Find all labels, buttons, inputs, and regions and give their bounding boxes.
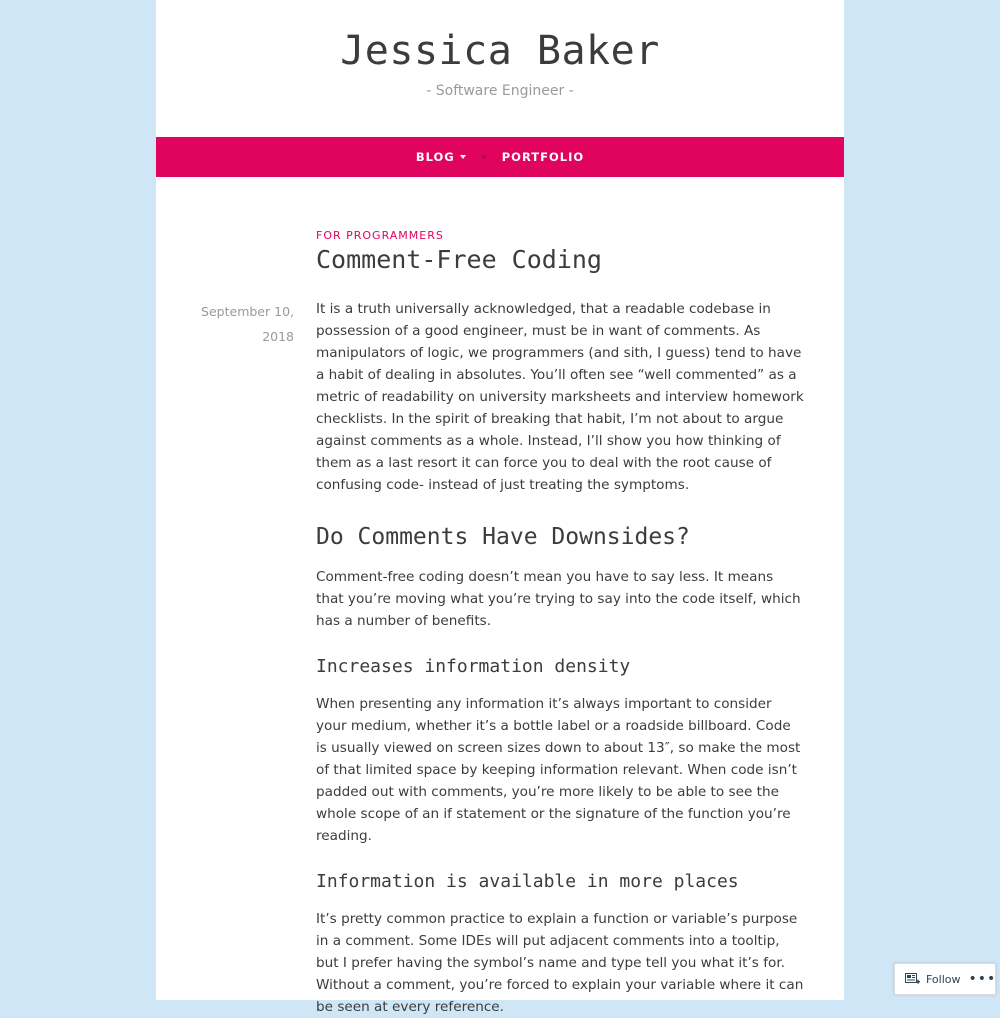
site-title[interactable]: Jessica Baker bbox=[340, 28, 660, 74]
page-container bbox=[156, 0, 844, 1015]
nav-item-blog[interactable] bbox=[416, 150, 466, 164]
post-category-link[interactable]: FOR PROGRAMMERS bbox=[316, 229, 444, 242]
nav-item-portfolio[interactable] bbox=[502, 150, 584, 164]
post-paragraph-density: When presenting any information it’s always important to consider your medium, whether it’s a bottle label or a roadside billboard. Code is usually viewed on screen sizes down to about 13″, so make the most of that limited space by keeping information relevant. When code isn’t padded out with comments, you’re more likely to be able to see the whole scope of an if statement or the signature of the function you’re reading. bbox=[316, 696, 801, 844]
more-options-icon[interactable]: ••• bbox=[968, 971, 997, 987]
follow-reader-icon[interactable] bbox=[905, 973, 919, 985]
site-description: - Software Engineer - bbox=[426, 83, 574, 99]
main-nav bbox=[156, 137, 844, 177]
post-subheading-availability: Information is available in more places bbox=[316, 871, 739, 892]
post-heading-downsides: Do Comments Have Downsides? bbox=[316, 524, 690, 550]
post-paragraph-benefits: Comment-free coding doesn’t mean you have to say less. It means that you’re moving what you’re trying to say into the code itself, which has a number of benefits. bbox=[316, 569, 801, 629]
post-date-link[interactable]: September 10, 2018 bbox=[201, 304, 294, 344]
follow-widget bbox=[894, 963, 996, 995]
post-paragraph-intro: It is a truth universally acknowledged, that a readable codebase in possession of a good engineer, must be in want of comments. As manipulators of logic, we programmers (and sith, I guess) tend to have a habit of dealing in absolutes. You’ll often see “well commented” as a metric of readability on university marksheets and interview homework checklists. In the spirit of breaking that habit, I’m not about to argue against comments as a whole. Instead, I’ll show you how thinking of them as a last resort it can force you to deal with the root cause of confusing code- instead of just treating the symptoms. bbox=[316, 301, 804, 493]
nav-item-portfolio-label: PORTFOLIO bbox=[501, 150, 585, 164]
post-content bbox=[316, 298, 804, 1018]
post-title: Comment-Free Coding bbox=[316, 245, 602, 274]
nav-item-blog-label: BLOG bbox=[415, 150, 455, 164]
post-subheading-density: Increases information density bbox=[316, 656, 631, 677]
nav-separator bbox=[482, 155, 486, 159]
post-paragraph-availability: It’s pretty common practice to explain a function or variable’s purpose in a comment. Some IDEs will put adjacent comments into a tooltip, but I prefer having the symbol’s name and type tell you what it’s for. Without a comment, you’re forced to explain your variable where it can be seen at every reference. bbox=[316, 911, 804, 1015]
chevron-down-icon bbox=[460, 155, 466, 159]
follow-button[interactable]: Follow bbox=[926, 972, 961, 986]
